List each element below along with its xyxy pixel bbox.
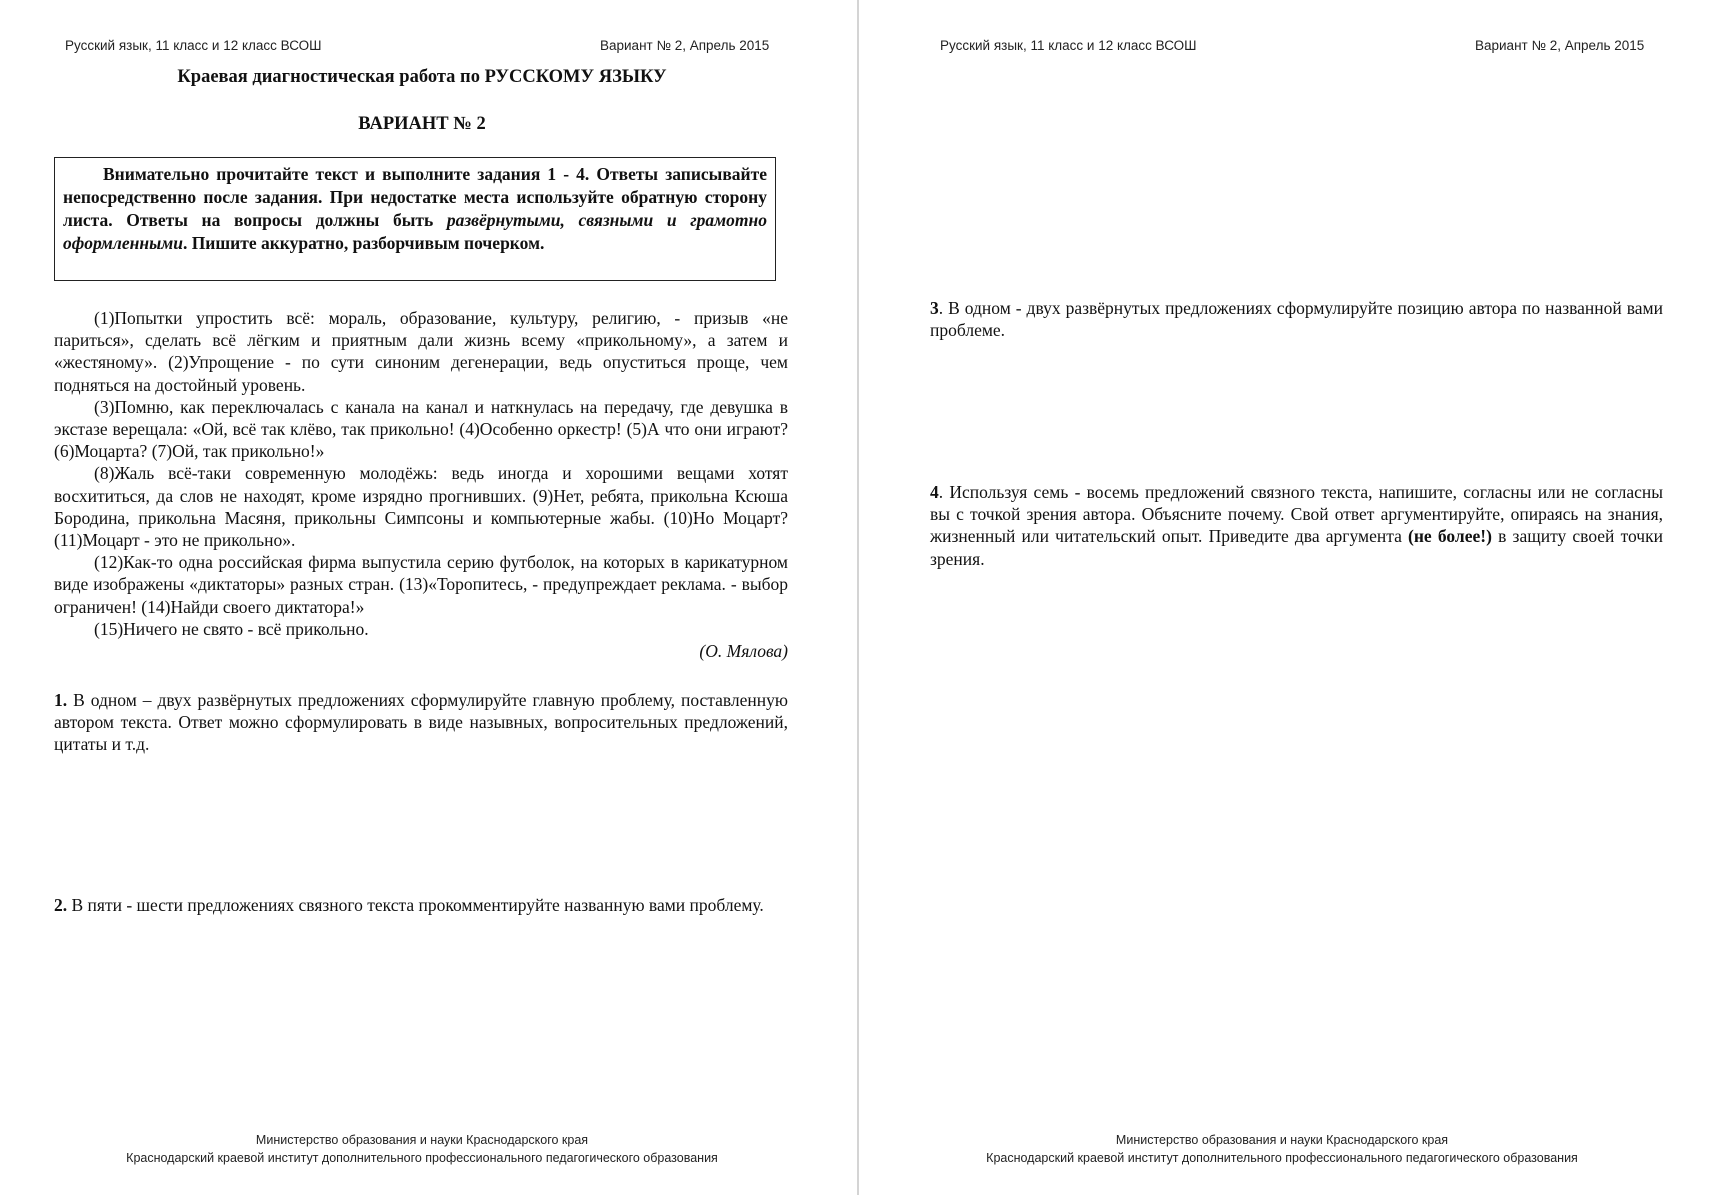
page-title: Краевая диагностическая работа по РУССКОМУ ЯЗЫКУ xyxy=(177,67,667,87)
text-paragraph: (3)Помню, как переключалась с канала на канал и наткнулась на передачу, где девушка в экстазе верещала: «Ой, всё так клёво, так прикольно! (4)Особенно оркестр! (5)А что они играют? (6)Моцарта? (7)Ой, так прикольно!» xyxy=(54,396,788,462)
task-number: 1. xyxy=(54,690,68,710)
header-subject: Русский язык, 11 класс и 12 класс ВСОШ xyxy=(65,38,322,53)
footer-ministry: Министерство образования и науки Краснодарского края xyxy=(255,1133,589,1147)
instructions-box xyxy=(54,157,776,281)
task-number: 4 xyxy=(930,482,939,502)
task-number: 2. xyxy=(54,895,68,915)
source-text xyxy=(54,307,788,662)
footer xyxy=(0,1132,844,1167)
variant-title: ВАРИАНТ № 2 xyxy=(358,114,486,134)
footer xyxy=(860,1132,1704,1167)
task-4: 4. Используя семь - восемь предложений связного текста, напишите, согласны или не согласны вы с точкой зрения автора. Объясните почему. Свой ответ аргументируйте, опираясь на знания, жизненный или читательский опыт. Приведите два аргумента (не более!) в защиту своей точки зрения. xyxy=(930,482,1663,569)
header-variant: Вариант № 2, Апрель 2015 xyxy=(600,38,770,53)
task-2: 2. В пяти - шести предложениях связного текста прокомментируйте названную вами проблему. xyxy=(54,895,764,915)
left-page xyxy=(0,0,856,1195)
instructions-text: Внимательно прочитайте текст и выполните задания 1 - 4. Ответы записывайте непосредственно после задания. При недостатке места используйте обратную сторону листа. Ответы на вопросы должны быть развёрнутыми, связными и грамотно оформленными. Пишите аккуратно, разборчивым почерком. xyxy=(63,164,767,253)
header-subject: Русский язык, 11 класс и 12 класс ВСОШ xyxy=(940,38,1197,53)
right-page xyxy=(860,0,1716,1195)
text-paragraph: (8)Жаль всё-таки современную молодёжь: ведь иногда и хорошими вещами хотят восхититься, да слов не находят, кроме изрядно прогнивших. (9)Нет, ребята, прикольна Ксюша Бородина, прикольна Масяня, прикольны Симпсоны и компьютерные жабы. (10)Но Моцарт? (11)Моцарт - это не прикольно». xyxy=(54,463,788,551)
text-author: (О. Мялова) xyxy=(699,641,788,662)
task-1: 1. В одном – двух развёрнутых предложениях сформулируйте главную проблему, поставленную автором текста. Ответ можно сформулировать в виде назывных, вопросительных предложений, цитаты и т.д. xyxy=(54,690,788,755)
header-variant: Вариант № 2, Апрель 2015 xyxy=(1475,38,1645,53)
text-paragraph: (12)Как-то одна российская фирма выпустила серию футболок, на которых в карикатурном виде изображены «диктаторы» разных стран. (13)«Торопитесь, - предупреждает реклама. - выбор ограничен! (14)Найди своего диктатора!» xyxy=(54,552,788,617)
page-divider xyxy=(857,0,859,1195)
footer-institute: Краснодарский краевой институт дополнительного профессионального педагогического образования xyxy=(986,1150,1578,1165)
text-paragraph: (1)Попытки упростить всё: мораль, образование, культуру, религию, - призыв «не париться», сделать всё лёгким и приятным дали жизнь всему «прикольному», а затем и «жестяному». (2)Упрощение - по сути синоним дегенерации, ведь опуститься проще, чем подняться на достойный уровень. xyxy=(54,308,788,395)
footer-institute: Краснодарский краевой институт дополнительного профессионального педагогического образования xyxy=(126,1150,718,1165)
text-paragraph: (15)Ничего не свято - всё прикольно. xyxy=(94,618,369,639)
task-3: 3. В одном - двух развёрнутых предложениях сформулируйте позицию автора по названной вами проблеме. xyxy=(930,298,1663,341)
task-number: 3 xyxy=(930,298,939,318)
footer-ministry: Министерство образования и науки Краснодарского края xyxy=(1115,1133,1449,1147)
